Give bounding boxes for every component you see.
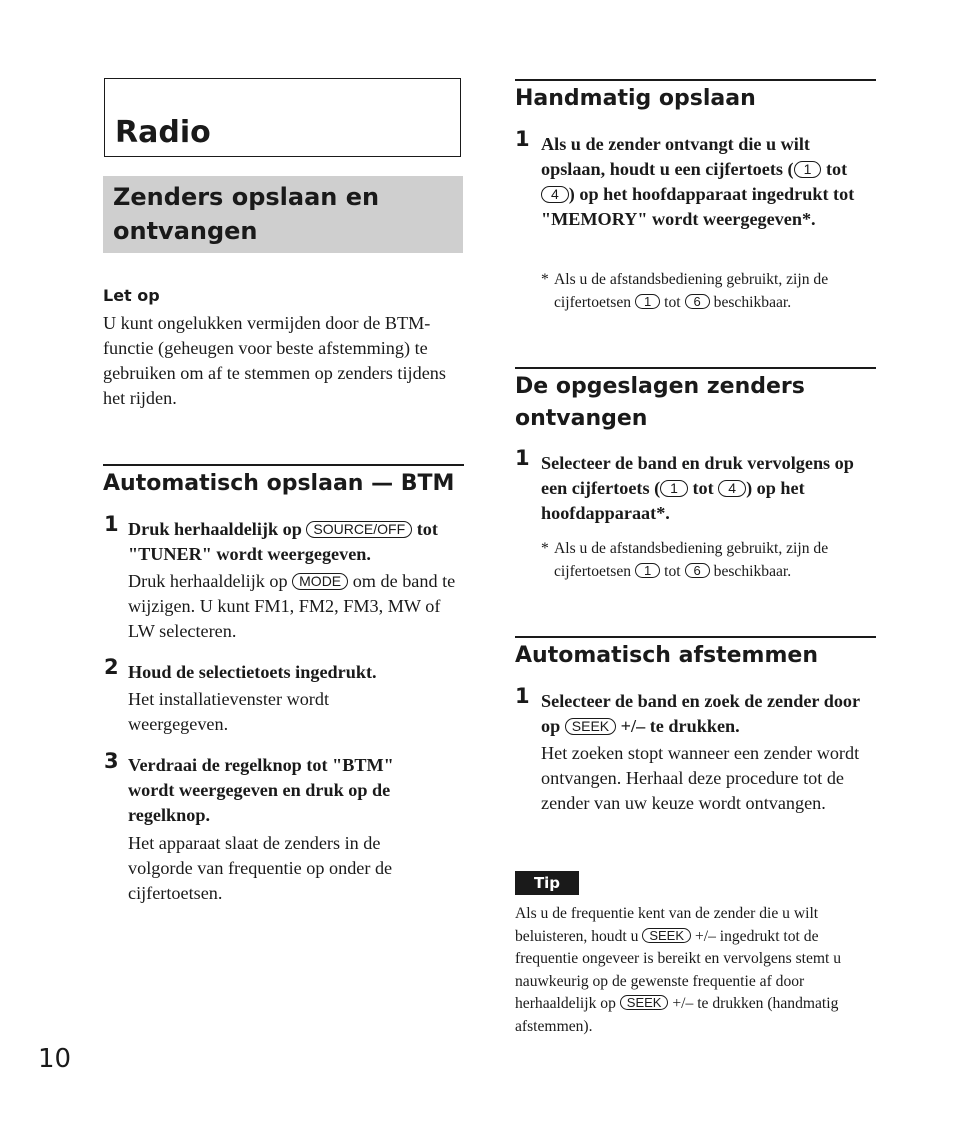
auto-step1-desc-b: om de band te wijzigen. U kunt FM1, FM2, FM3, MW of LW selecteren. bbox=[128, 571, 456, 641]
receive-key-4: 4 bbox=[718, 480, 746, 497]
auto-step2-bold: Houd de selectietoets ingedrukt. bbox=[128, 662, 377, 682]
manual-step-bold-b: ) op het hoofdapparaat ingedrukt tot "MEMORY" wordt weergegeven*. bbox=[541, 184, 855, 229]
tip-text-c: +/– te drukken (handmatig afstemmen). bbox=[515, 995, 839, 1035]
heading-receive: De opgeslagen zenders ontvangen bbox=[515, 374, 805, 431]
manual-footnote-b: beschikbaar. bbox=[713, 293, 792, 311]
manual-footnote-mid: tot bbox=[664, 293, 681, 311]
manual-footnote bbox=[554, 269, 879, 314]
autotune-step-bold-a: Selecteer de band en zoek de zender door op bbox=[541, 691, 860, 736]
auto-step2-number: 2 bbox=[104, 655, 119, 679]
autotune-step-number: 1 bbox=[515, 684, 530, 708]
tip-text-a: Als u de frequentie kent van de zender die u wilt beluisteren, houdt u bbox=[515, 905, 819, 945]
auto-step1-desc bbox=[128, 569, 458, 644]
receive-footnote-star: * bbox=[541, 540, 549, 557]
radio-title-box bbox=[104, 78, 461, 157]
receive-footnote-a: Als u de afstandsbediening gebruikt, zijn de cijfertoetsen bbox=[554, 540, 829, 580]
receive-step-number: 1 bbox=[515, 446, 530, 470]
auto-step1 bbox=[128, 517, 468, 567]
manual-footnote-a: Als u de afstandsbediening gebruikt, zijn de cijfertoetsen bbox=[554, 271, 829, 311]
key-1: 1 bbox=[794, 161, 822, 178]
rule-manual-store bbox=[515, 79, 876, 81]
rule-auto-tune bbox=[515, 636, 876, 638]
autotune-step-desc: Het zoeken stopt wanneer een zender wordt ontvangen. Herhaal deze procedure tot de zender van uw keuze wordt ontvangen. bbox=[541, 743, 860, 813]
auto-step1-desc-a: Druk herhaaldelijk op bbox=[128, 571, 288, 591]
receive-step bbox=[541, 451, 876, 526]
tip-label: Tip bbox=[515, 871, 579, 895]
rule-receive bbox=[515, 367, 876, 369]
key-4: 4 bbox=[541, 186, 569, 203]
auto-step1-bold-a: Druk herhaaldelijk op bbox=[128, 519, 302, 539]
page-number: 10 bbox=[38, 1044, 72, 1074]
autotune-step-bold-b: +/– te drukken. bbox=[620, 716, 740, 736]
tip-seek-key-2: SEEK bbox=[620, 995, 669, 1010]
receive-step-bold-a: Selecteer de band en druk vervolgens op een cijfertoets ( bbox=[541, 453, 854, 498]
receive-step-mid: tot bbox=[692, 478, 714, 498]
manual-step-bold-a: Als u de zender ontvangt die u wilt opslaan, houdt u een cijfertoets ( bbox=[541, 134, 810, 179]
footnote-key-1: 1 bbox=[635, 294, 660, 309]
section-title-box bbox=[103, 176, 463, 253]
section-title: Zenders opslaan en ontvangen bbox=[113, 183, 380, 245]
receive-footnote-key-1: 1 bbox=[635, 563, 660, 578]
manual-step-number: 1 bbox=[515, 127, 530, 151]
footnote-key-6: 6 bbox=[685, 294, 710, 309]
note-label: Let op bbox=[103, 286, 160, 305]
auto-step3-bold: Verdraai de regelknop tot "BTM" wordt weergegeven en druk op de regelknop. bbox=[128, 755, 394, 825]
heading-auto-btm: Automatisch opslaan — BTM bbox=[103, 471, 455, 496]
receive-step-bold-b: ) op het hoofdapparaat*. bbox=[541, 478, 805, 523]
auto-step2-desc: Het installatievenster wordt weergegeven. bbox=[128, 689, 330, 734]
rule-auto-btm bbox=[103, 464, 464, 466]
tip-text-b: +/– ingedrukt tot de frequentie ongeveer is bereikt en vervolgens stemt u nauwkeurig op de gewenste frequentie af door herhaaldelijk op bbox=[515, 927, 842, 1012]
auto-step1-bold-b: tot "TUNER" wordt weergegeven. bbox=[128, 519, 438, 564]
tip-text bbox=[515, 903, 875, 1038]
mode-key: MODE bbox=[292, 573, 348, 590]
radio-title: Radio bbox=[115, 115, 211, 150]
auto-step3-desc: Het apparaat slaat de zenders in de volgorde van frequentie op onder de cijfertoetsen. bbox=[128, 833, 393, 903]
receive-footnote-mid: tot bbox=[664, 562, 681, 580]
heading-manual-store: Handmatig opslaan bbox=[515, 86, 756, 111]
source-off-key: SOURCE/OFF bbox=[306, 521, 412, 538]
auto-step3-number: 3 bbox=[104, 749, 119, 773]
tip-seek-key-1: SEEK bbox=[642, 928, 691, 943]
receive-key-1: 1 bbox=[660, 480, 688, 497]
manual-step bbox=[541, 132, 861, 232]
receive-footnote bbox=[554, 538, 879, 583]
auto-step1-number: 1 bbox=[104, 512, 119, 536]
manual-footnote-star: * bbox=[541, 271, 549, 288]
heading-auto-tune: Automatisch afstemmen bbox=[515, 643, 818, 668]
note-text: U kunt ongelukken vermijden door de BTM-functie (geheugen voor beste afstemming) te gebruiken om af te stemmen op zenders tijdens het rijden. bbox=[103, 313, 446, 408]
receive-footnote-key-6: 6 bbox=[685, 563, 710, 578]
manual-step-mid: tot bbox=[825, 159, 848, 179]
autotune-step bbox=[541, 689, 861, 739]
receive-footnote-b: beschikbaar. bbox=[713, 562, 792, 580]
seek-key: SEEK bbox=[565, 718, 616, 735]
